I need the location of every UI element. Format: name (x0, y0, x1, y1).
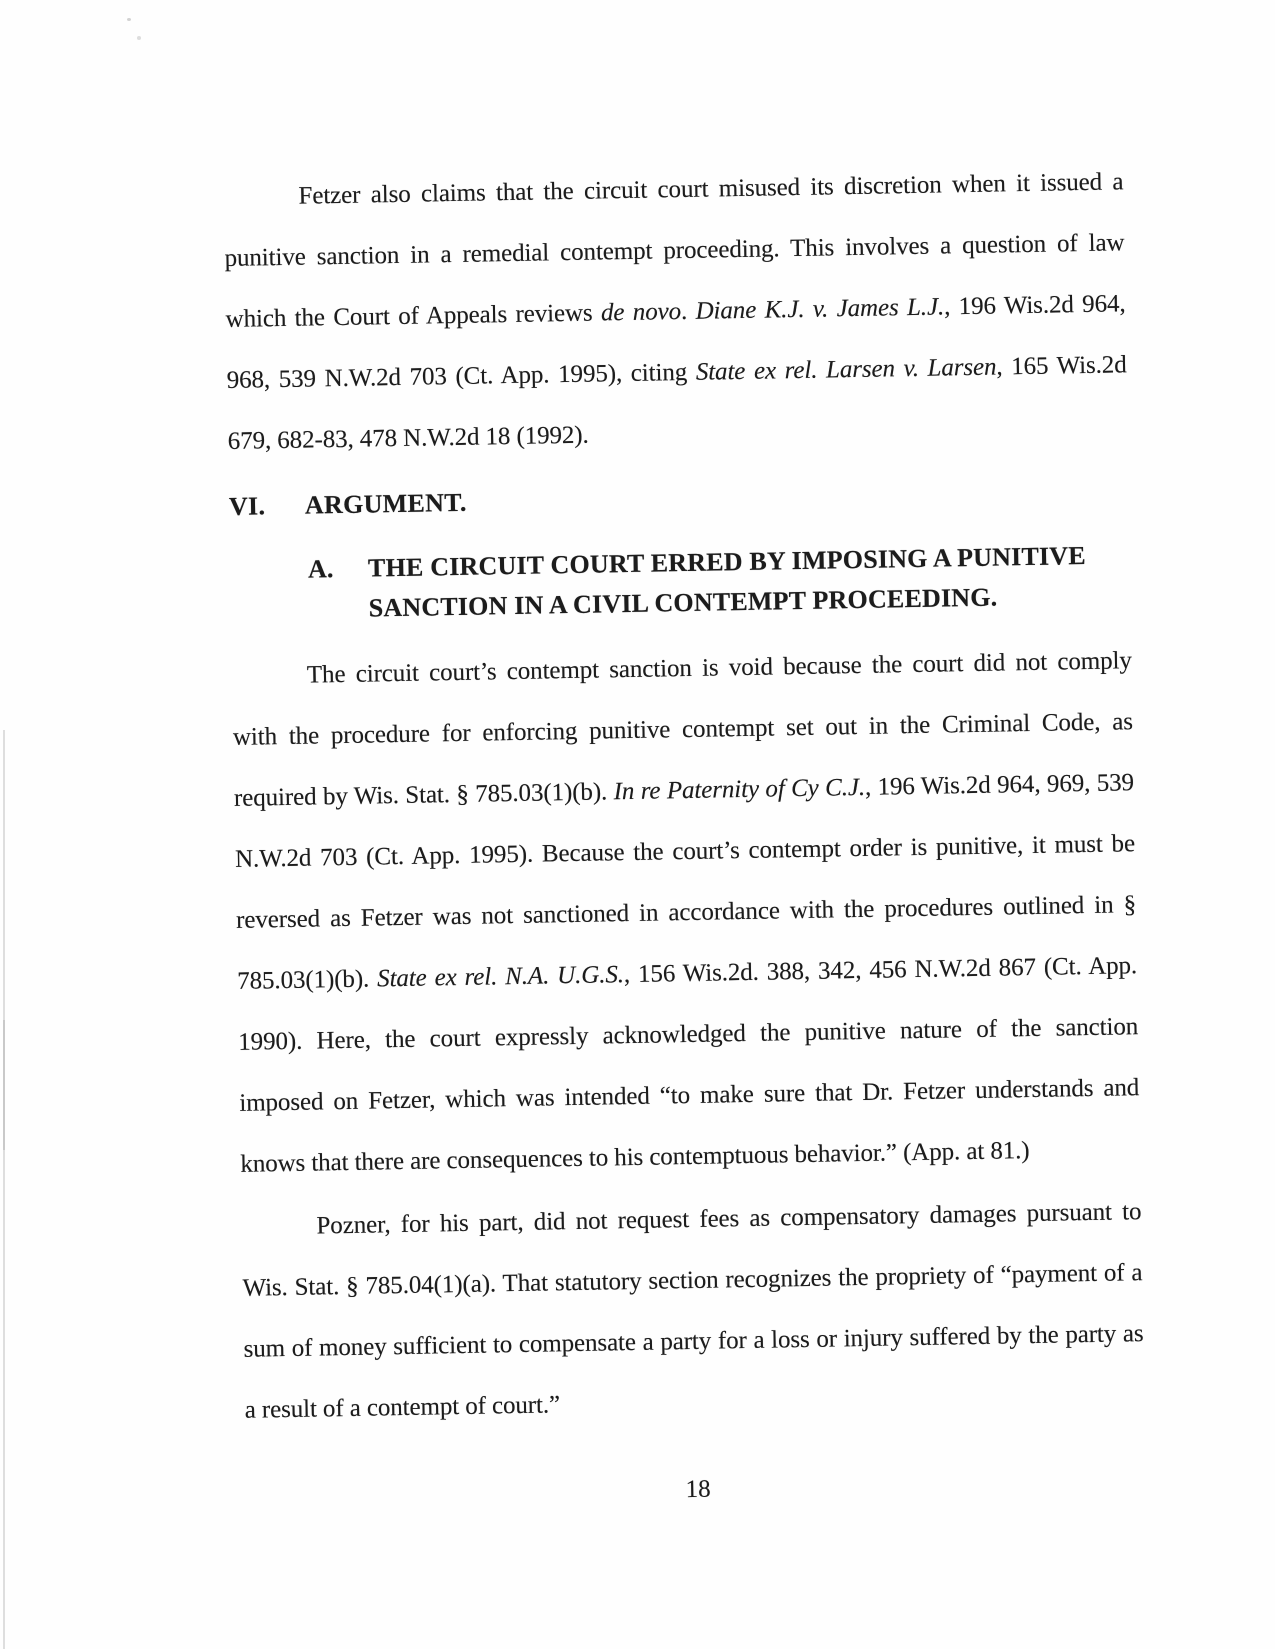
heading-title: ARGUMENT. (304, 487, 467, 520)
heading-title: THE CIRCUIT COURT ERRED BY IMPOSING A PUNITIVE SANCTION IN A CIVIL CONTEMPT PROCEEDING. (367, 541, 1087, 623)
text-run: . (680, 297, 696, 326)
scan-speck (137, 36, 141, 40)
case-citation: State ex rel. Larsen v. Larsen (695, 353, 997, 386)
heading-number: A. (307, 554, 334, 584)
brief-content (223, 151, 1146, 1513)
case-citation: Diane K.J. v. James L.J. (695, 293, 945, 325)
scan-speck (127, 18, 131, 21)
text-run: Pozner, for his part, did not request fees as compensatory damages pursuant to Wis. Stat. § 785.04(1)(a). That statutory section recognizes the propriety of “payment of a sum of money sufficient to compensate a party for a loss or injury suffered by the party as a result of a contempt of court.” (242, 1198, 1144, 1424)
heading-number: VI. (228, 491, 266, 521)
heading-argument (229, 473, 1129, 525)
paragraph (223, 151, 1128, 472)
text-run: , 156 Wis.2d. 388, 342, 456 N.W.2d 867 (Ct. App. 1990). Here, the court expressly acknowledged the punitive nature of the sanction imposed on Fetzer, which was intended “to make sure that Dr. Fetzer understands and knows that there are consequences to his contemptuous behavior.” (App. at 81.) (238, 952, 1140, 1178)
text-run: Fetzer also claims that the circuit court misused its discretion when it issued a punitive sanction in a remedial contempt proceeding. This involves a question of law which the Court of Appeals reviews (224, 168, 1125, 333)
page-number: 18 (685, 1475, 711, 1504)
text-run: , 196 Wis.2d 964, 969, 539 N.W.2d 703 (Ct. App. 1995). Because the court’s contempt order is punitive, it must be reversed as Fetzer was not sanctioned in accordance with the procedures outlined in § 785.03(1)(b). (234, 769, 1137, 995)
document-blocks (223, 151, 1145, 1441)
text-run: , 165 Wis.2d 679, 682-83, 478 N.W.2d 18 (1992). (227, 351, 1127, 455)
paragraph (231, 630, 1140, 1195)
heading-subsection-a (308, 535, 1131, 629)
case-citation: State ex rel. N.A. U.G.S. (376, 961, 625, 993)
scan-edge-artifact (3, 730, 5, 1649)
paragraph (241, 1181, 1145, 1441)
case-citation: de novo (600, 298, 682, 327)
text-run: The circuit court’s contempt sanction is void because the court did not comply with the procedure for enforcing punitive contempt set out in the Criminal Code, as required by Wis. Stat. § 785.03(1)(b). (232, 647, 1134, 812)
text-run: , 196 Wis.2d 964, 968, 539 N.W.2d 703 (Ct. App. 1995), citing (226, 290, 1126, 394)
case-citation: In re Paternity of Cy C.J. (613, 773, 866, 806)
scan-edge-artifact (3, 1020, 5, 1150)
